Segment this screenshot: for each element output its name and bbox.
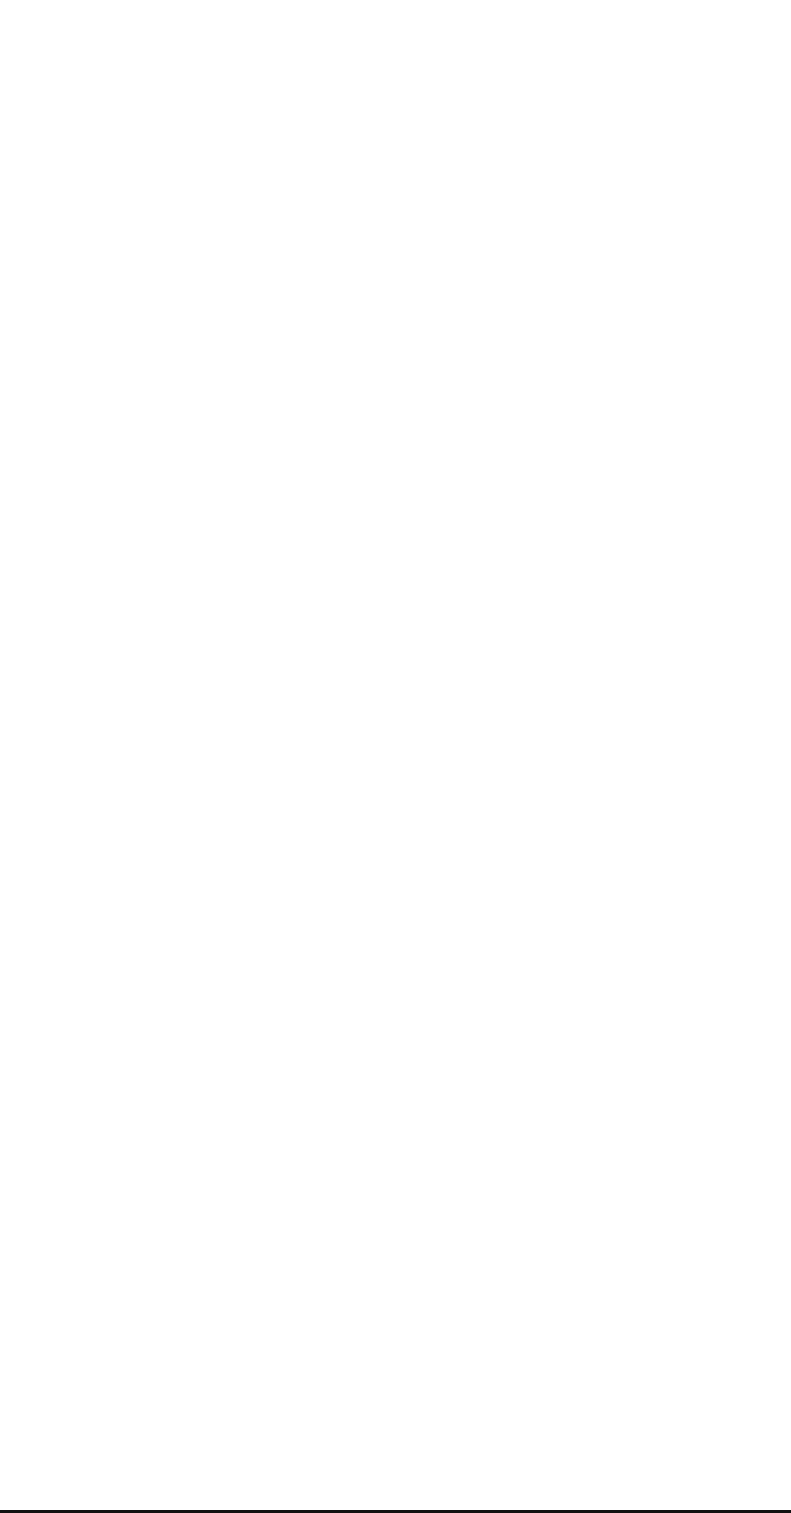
sake-section <box>65 33 785 67</box>
section-heading-sake <box>65 33 785 67</box>
item-description <box>65 0 785 18</box>
rolls-section <box>65 151 785 185</box>
menu-page <box>65 0 785 185</box>
appetizer-section <box>65 0 785 18</box>
section-heading-rolls <box>65 151 785 185</box>
section-heading-entrees <box>65 102 785 136</box>
entrees-section <box>65 102 785 136</box>
